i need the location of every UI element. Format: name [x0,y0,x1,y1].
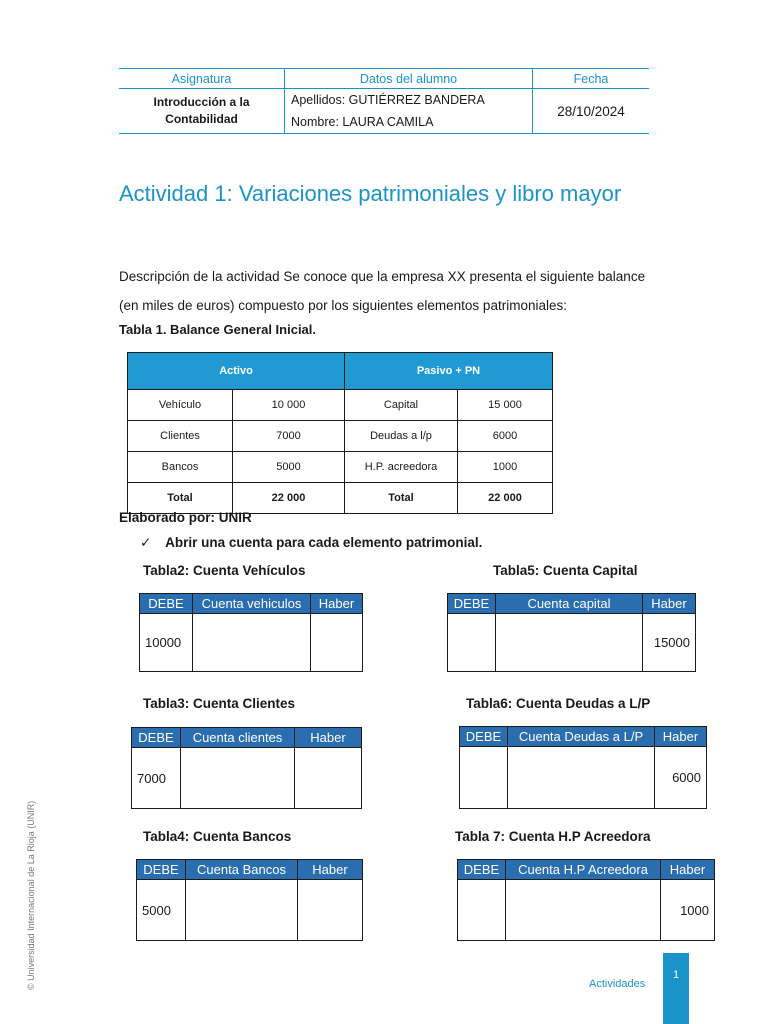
account-body [181,748,295,809]
account-name-header: Cuenta H.P Acreedora [506,860,661,880]
debe-value [458,880,506,941]
page-number-bar [663,953,689,1024]
passive-item: Deudas a l/p [345,421,458,452]
hp-caption: Tabla 7: Cuenta H.P Acreedora [455,829,651,844]
active-item: Clientes [128,421,233,452]
footer-label: Actividades [589,978,646,990]
student-surname: Apellidos: GUTIÉRREZ BANDERA [291,93,485,107]
passive-value: 6000 [458,421,553,452]
capital-account-table [447,593,696,672]
debe-header: DEBE [458,860,506,880]
page-number: 1 [672,969,680,981]
instruction-item [140,535,482,551]
subject-cell [119,89,285,134]
active-header: Activo [128,353,345,390]
account-name-header: Cuenta vehiculos [193,594,311,614]
student-cell [285,89,533,134]
haber-value [298,880,363,941]
haber-value: 1000 [661,880,715,941]
page-title: Actividad 1: Variaciones patrimoniales y libro mayor [119,181,622,206]
haber-header: Haber [643,594,696,614]
balance-row [128,390,553,421]
debe-value [448,614,496,672]
debe-value: 10000 [140,614,193,672]
header-date-label: Fecha [533,69,650,89]
active-value: 10 000 [233,390,345,421]
balance-total-row [128,483,553,514]
passive-value: 15 000 [458,390,553,421]
balance-table [127,352,553,514]
haber-value: 6000 [655,747,707,809]
clients-caption: Tabla3: Cuenta Clientes [143,696,296,711]
account-name-header: Cuenta clientes [181,728,295,748]
balance-row [128,421,553,452]
banks-account-table [136,859,363,941]
vehicles-caption: Tabla2: Cuenta Vehículos [143,563,306,578]
passive-total-label: Total [345,483,458,514]
debe-value: 5000 [137,880,186,941]
subject-line-2: Contabilidad [165,112,238,126]
elaborated-by: Elaborado por: UNIR [119,510,252,525]
debe-header: DEBE [137,860,186,880]
haber-header: Haber [295,728,362,748]
haber-header: Haber [661,860,715,880]
account-name-header: Cuenta Deudas a L/P [508,727,655,747]
debe-header: DEBE [448,594,496,614]
active-value: 7000 [233,421,345,452]
capital-caption: Tabla5: Cuenta Capital [493,563,638,578]
haber-header: Haber [311,594,363,614]
clients-account-table [131,727,362,809]
debe-value: 7000 [132,748,181,809]
haber-value: 15000 [643,614,696,672]
haber-header: Haber [298,860,363,880]
balance-row [128,452,553,483]
haber-value [311,614,363,672]
debe-value [460,747,508,809]
account-body [186,880,298,941]
account-name-header: Cuenta capital [496,594,643,614]
debts-caption: Tabla6: Cuenta Deudas a L/P [466,696,651,711]
passive-header: Pasivo + PN [345,353,553,390]
account-body [506,880,661,941]
haber-value [295,748,362,809]
passive-total-value: 22 000 [458,483,553,514]
passive-item: H.P. acreedora [345,452,458,483]
subject-line-1: Introducción a la [153,95,250,109]
account-name-header: Cuenta Bancos [186,860,298,880]
passive-item: Capital [345,390,458,421]
table1-caption: Tabla 1. Balance General Inicial. [119,322,317,337]
debe-header: DEBE [132,728,181,748]
debts-account-table [459,726,707,809]
header-subject-label: Asignatura [119,69,285,89]
active-total-value: 22 000 [233,483,345,514]
active-item: Vehículo [128,390,233,421]
header-student-label: Datos del alumno [285,69,533,89]
check-icon: ✓ [140,535,152,550]
vehicles-account-table [139,593,363,672]
student-name: Nombre: LAURA CAMILA [291,115,434,129]
passive-value: 1000 [458,452,553,483]
active-total-label: Total [128,483,233,514]
date-value: 28/10/2024 [533,89,650,134]
activity-description: Descripción de la actividad Se conoce que la empresa XX presenta el siguiente balance (en miles de euros) compuesto por los siguientes elementos patrimoniales: [119,269,646,313]
instruction-text: Abrir una cuenta para cada elemento patrimonial. [165,535,483,550]
active-item: Bancos [128,452,233,483]
account-body [193,614,311,672]
account-body [496,614,643,672]
banks-caption: Tabla4: Cuenta Bancos [143,829,292,844]
account-body [508,747,655,809]
header-table [119,68,649,134]
copyright-side-text: © Universidad Internacional de La Rioja (UNIR) [26,800,36,990]
debe-header: DEBE [460,727,508,747]
active-value: 5000 [233,452,345,483]
debe-header: DEBE [140,594,193,614]
hp-account-table [457,859,715,941]
haber-header: Haber [655,727,707,747]
